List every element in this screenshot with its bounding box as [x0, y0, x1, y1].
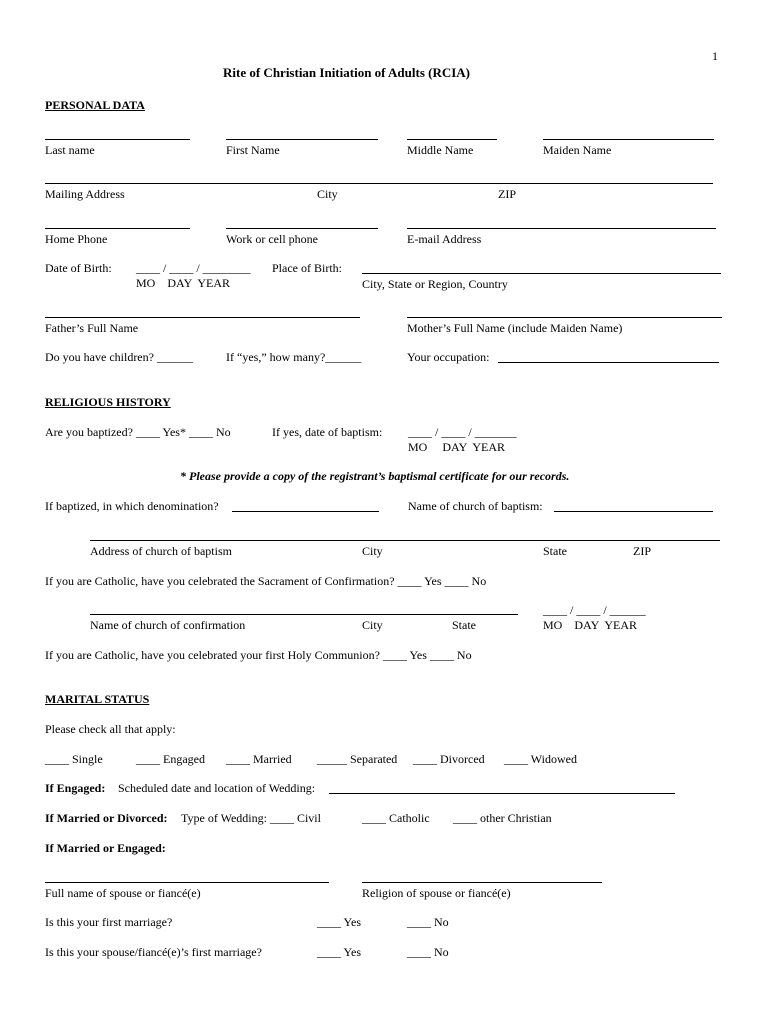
page-number: 1: [712, 49, 718, 63]
check-all-instruction: Please check all that apply:: [45, 722, 176, 736]
confirmation-church-field[interactable]: [90, 614, 518, 615]
city-label: City: [317, 187, 338, 201]
dob-label: Date of Birth:: [45, 261, 112, 275]
status-divorced[interactable]: ____ Divorced: [413, 752, 485, 766]
first-name-label: First Name: [226, 143, 280, 157]
if-married-engaged-label: If Married or Engaged:: [45, 841, 166, 855]
section-heading-marital: MARITAL STATUS: [45, 692, 150, 706]
baptism-church-address-field[interactable]: [90, 540, 720, 541]
baptismal-certificate-note: * Please provide a copy of the registrant’s baptismal certificate for our records.: [180, 469, 570, 483]
pob-format-label: City, State or Region, Country: [362, 277, 508, 291]
home-phone-field[interactable]: [45, 228, 190, 229]
father-name-field[interactable]: [45, 317, 360, 318]
work-phone-field[interactable]: [226, 228, 378, 229]
denomination-field[interactable]: [232, 511, 379, 512]
father-name-label: Father’s Full Name: [45, 321, 139, 335]
baptism-state-label: State: [543, 544, 567, 558]
work-phone-label: Work or cell phone: [226, 232, 319, 246]
zip-label: ZIP: [498, 187, 516, 201]
denomination-label: If baptized, in which denomination?: [45, 499, 219, 513]
baptized-question[interactable]: Are you baptized? ____ Yes* ____ No: [45, 425, 231, 439]
email-field[interactable]: [407, 228, 716, 229]
baptism-church-field[interactable]: [554, 511, 713, 512]
confirmation-date-field[interactable]: ____ / ____ / ______: [543, 603, 646, 617]
pob-field[interactable]: [362, 273, 721, 274]
first-marriage-yes[interactable]: ____ Yes: [317, 915, 362, 929]
section-heading-religious: RELIGIOUS HISTORY: [45, 395, 171, 409]
last-name-field[interactable]: [45, 139, 190, 140]
communion-question[interactable]: If you are Catholic, have you celebrated your first Holy Communion? ____ Yes ____ No: [45, 648, 472, 662]
spouse-name-field[interactable]: [45, 882, 329, 883]
spouse-first-marriage-yes[interactable]: ____ Yes: [317, 945, 362, 959]
mother-name-label: Mother’s Full Name (include Maiden Name): [407, 321, 623, 335]
wedding-type-other-christian[interactable]: ____ other Christian: [453, 811, 552, 825]
if-engaged-label: If Engaged:: [45, 781, 106, 795]
spouse-name-label: Full name of spouse or fiancé(e): [45, 886, 201, 900]
confirmation-church-label: Name of church of confirmation: [90, 618, 246, 632]
confirmation-city-label: City: [362, 618, 383, 632]
status-widowed[interactable]: ____ Widowed: [504, 752, 577, 766]
mailing-address-label: Mailing Address: [45, 187, 125, 201]
status-separated[interactable]: _____ Separated: [317, 752, 398, 766]
baptism-church-address-label: Address of church of baptism: [90, 544, 232, 558]
baptism-city-label: City: [362, 544, 383, 558]
spouse-religion-label: Religion of spouse or fiancé(e): [362, 886, 511, 900]
wedding-type-civil[interactable]: Type of Wedding: ____ Civil: [181, 811, 321, 825]
confirmation-question[interactable]: If you are Catholic, have you celebrated the Sacrament of Confirmation? ____ Yes ____ No: [45, 574, 487, 588]
wedding-type-catholic[interactable]: ____ Catholic: [362, 811, 430, 825]
dob-format-label: MO DAY YEAR: [136, 276, 231, 290]
section-heading-personal: PERSONAL DATA: [45, 98, 145, 112]
baptism-date-field[interactable]: ____ / ____ / _______: [408, 425, 517, 439]
first-name-field[interactable]: [226, 139, 378, 140]
wedding-details-label: Scheduled date and location of Wedding:: [118, 781, 316, 795]
status-married[interactable]: ____ Married: [226, 752, 292, 766]
spouse-first-marriage-no[interactable]: ____ No: [407, 945, 449, 959]
status-single[interactable]: ____ Single: [45, 752, 103, 766]
maiden-name-field[interactable]: [543, 139, 714, 140]
children-question[interactable]: Do you have children? ______: [45, 350, 193, 364]
wedding-details-field[interactable]: [329, 793, 675, 794]
mother-name-field[interactable]: [407, 317, 722, 318]
occupation-field[interactable]: [498, 362, 719, 363]
confirmation-state-label: State: [452, 618, 476, 632]
first-marriage-question: Is this your first marriage?: [45, 915, 173, 929]
first-marriage-no[interactable]: ____ No: [407, 915, 449, 929]
spouse-religion-field[interactable]: [362, 882, 602, 883]
middle-name-label: Middle Name: [407, 143, 474, 157]
pob-label: Place of Birth:: [272, 261, 342, 275]
occupation-label: Your occupation:: [407, 350, 490, 364]
if-married-divorced-label: If Married or Divorced:: [45, 811, 168, 825]
page-title: Rite of Christian Initiation of Adults (RCIA): [223, 65, 471, 80]
middle-name-field[interactable]: [407, 139, 497, 140]
last-name-label: Last name: [45, 143, 95, 157]
mailing-address-field[interactable]: [45, 183, 713, 184]
how-many-question[interactable]: If “yes,” how many?______: [226, 350, 362, 364]
email-label: E-mail Address: [407, 232, 482, 246]
baptism-zip-label: ZIP: [633, 544, 651, 558]
maiden-name-label: Maiden Name: [543, 143, 612, 157]
confirmation-date-format-label: MO DAY YEAR: [543, 618, 638, 632]
dob-field[interactable]: ____ / ____ / ________: [136, 261, 251, 275]
baptism-date-format-label: MO DAY YEAR: [408, 440, 506, 454]
baptism-church-label: Name of church of baptism:: [408, 499, 543, 513]
status-engaged[interactable]: ____ Engaged: [136, 752, 205, 766]
baptism-date-label: If yes, date of baptism:: [272, 425, 383, 439]
home-phone-label: Home Phone: [45, 232, 108, 246]
spouse-first-marriage-question: Is this your spouse/fiancé(e)’s first marriage?: [45, 945, 262, 959]
